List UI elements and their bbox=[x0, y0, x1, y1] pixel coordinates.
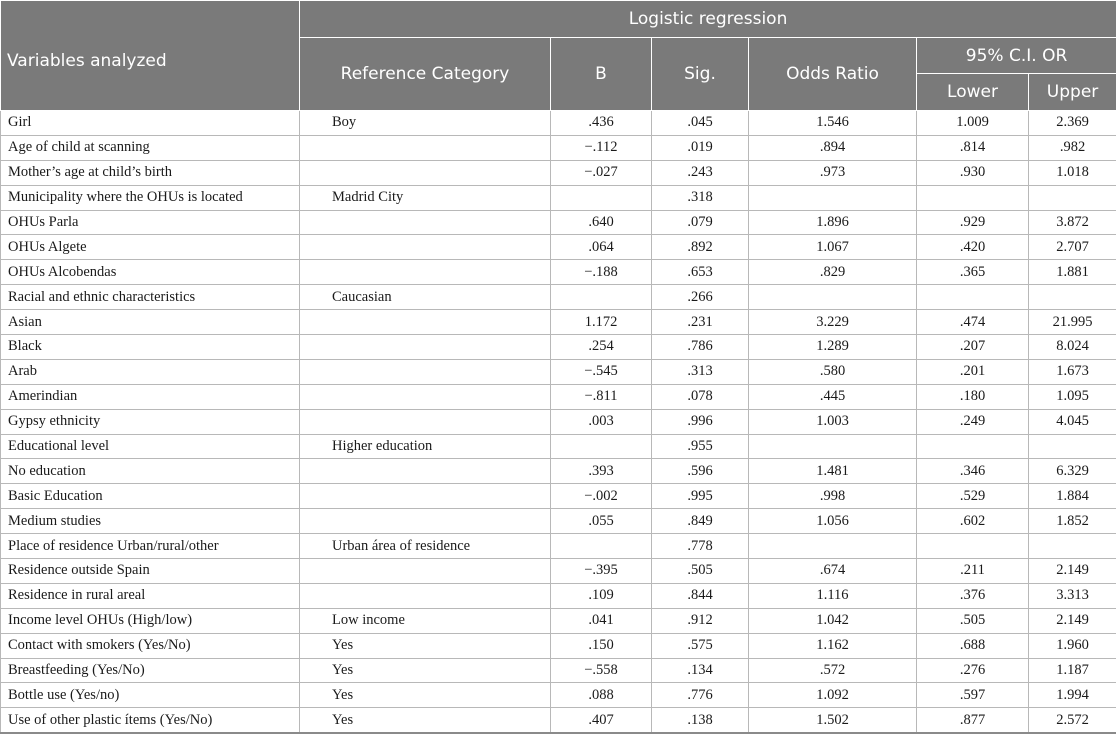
cell-ci-upper: 1.994 bbox=[1029, 683, 1116, 708]
cell-variable: Medium studies bbox=[1, 509, 300, 534]
cell-sig: .653 bbox=[652, 260, 749, 285]
header-b: B bbox=[551, 38, 652, 111]
cell-sig: .786 bbox=[652, 335, 749, 360]
table-row bbox=[1, 310, 1116, 335]
table-row bbox=[1, 608, 1116, 633]
cell-ci-lower: .929 bbox=[917, 210, 1029, 235]
cell-sig: .313 bbox=[652, 359, 749, 384]
cell-ci-upper: 1.018 bbox=[1029, 160, 1116, 185]
cell-odds-ratio: 1.546 bbox=[749, 111, 917, 136]
cell-ci-lower: .211 bbox=[917, 559, 1029, 584]
cell-reference-category: Yes bbox=[300, 683, 551, 708]
cell-b: .393 bbox=[551, 459, 652, 484]
cell-ci-lower bbox=[917, 285, 1029, 310]
cell-ci-upper: 1.095 bbox=[1029, 384, 1116, 409]
table-row bbox=[1, 484, 1116, 509]
cell-reference-category: Yes bbox=[300, 708, 551, 733]
cell-b: −.027 bbox=[551, 160, 652, 185]
cell-reference-category bbox=[300, 459, 551, 484]
cell-ci-upper bbox=[1029, 434, 1116, 459]
cell-sig: .266 bbox=[652, 285, 749, 310]
cell-variable: Use of other plastic ítems (Yes/No) bbox=[1, 708, 300, 733]
cell-reference-category: Higher education bbox=[300, 434, 551, 459]
table-row bbox=[1, 135, 1116, 160]
cell-odds-ratio: .445 bbox=[749, 384, 917, 409]
cell-sig: .078 bbox=[652, 384, 749, 409]
cell-ci-lower: .529 bbox=[917, 484, 1029, 509]
cell-ci-lower: .602 bbox=[917, 509, 1029, 534]
table-row bbox=[1, 459, 1116, 484]
cell-b: .109 bbox=[551, 583, 652, 608]
cell-odds-ratio: 1.067 bbox=[749, 235, 917, 260]
cell-ci-upper: 2.707 bbox=[1029, 235, 1116, 260]
table-row bbox=[1, 434, 1116, 459]
cell-variable: Age of child at scanning bbox=[1, 135, 300, 160]
cell-sig: .138 bbox=[652, 708, 749, 733]
cell-b: −.112 bbox=[551, 135, 652, 160]
cell-b: .088 bbox=[551, 683, 652, 708]
cell-sig: .243 bbox=[652, 160, 749, 185]
cell-b: .254 bbox=[551, 335, 652, 360]
cell-b: .003 bbox=[551, 409, 652, 434]
header-ci-lower: Lower bbox=[917, 74, 1029, 111]
cell-ci-lower: .376 bbox=[917, 583, 1029, 608]
cell-b: .436 bbox=[551, 111, 652, 136]
table-row bbox=[1, 658, 1116, 683]
cell-ci-upper: 21.995 bbox=[1029, 310, 1116, 335]
cell-odds-ratio: 1.162 bbox=[749, 633, 917, 658]
cell-variable: Racial and ethnic characteristics bbox=[1, 285, 300, 310]
cell-odds-ratio: .973 bbox=[749, 160, 917, 185]
cell-ci-lower: .814 bbox=[917, 135, 1029, 160]
cell-odds-ratio bbox=[749, 285, 917, 310]
cell-ci-lower: .201 bbox=[917, 359, 1029, 384]
cell-variable: OHUs Parla bbox=[1, 210, 300, 235]
cell-variable: Municipality where the OHUs is located bbox=[1, 185, 300, 210]
cell-odds-ratio: 1.481 bbox=[749, 459, 917, 484]
table-row bbox=[1, 260, 1116, 285]
cell-sig: .892 bbox=[652, 235, 749, 260]
cell-reference-category bbox=[300, 484, 551, 509]
cell-reference-category: Urban área of residence bbox=[300, 534, 551, 559]
cell-ci-lower bbox=[917, 534, 1029, 559]
header-variables-analyzed: Variables analyzed bbox=[1, 1, 300, 111]
cell-b: −.558 bbox=[551, 658, 652, 683]
cell-variable: Breastfeeding (Yes/No) bbox=[1, 658, 300, 683]
cell-ci-lower bbox=[917, 185, 1029, 210]
cell-variable: No education bbox=[1, 459, 300, 484]
cell-odds-ratio bbox=[749, 185, 917, 210]
cell-odds-ratio: 1.092 bbox=[749, 683, 917, 708]
cell-ci-upper: 3.872 bbox=[1029, 210, 1116, 235]
cell-reference-category bbox=[300, 210, 551, 235]
cell-ci-lower: .207 bbox=[917, 335, 1029, 360]
table-row bbox=[1, 111, 1116, 136]
cell-sig: .505 bbox=[652, 559, 749, 584]
cell-odds-ratio: 1.289 bbox=[749, 335, 917, 360]
cell-variable: Asian bbox=[1, 310, 300, 335]
cell-reference-category bbox=[300, 160, 551, 185]
cell-b: .407 bbox=[551, 708, 652, 733]
cell-ci-lower: .276 bbox=[917, 658, 1029, 683]
table-row bbox=[1, 185, 1116, 210]
cell-ci-upper bbox=[1029, 185, 1116, 210]
cell-odds-ratio bbox=[749, 434, 917, 459]
cell-variable: Gypsy ethnicity bbox=[1, 409, 300, 434]
cell-b bbox=[551, 185, 652, 210]
cell-sig: .849 bbox=[652, 509, 749, 534]
cell-variable: Residence outside Spain bbox=[1, 559, 300, 584]
cell-sig: .045 bbox=[652, 111, 749, 136]
cell-reference-category bbox=[300, 409, 551, 434]
table-row bbox=[1, 235, 1116, 260]
cell-reference-category bbox=[300, 260, 551, 285]
table-row bbox=[1, 509, 1116, 534]
cell-ci-upper: 1.187 bbox=[1029, 658, 1116, 683]
header-logistic-regression: Logistic regression bbox=[300, 1, 1116, 38]
table-row bbox=[1, 633, 1116, 658]
cell-odds-ratio: .894 bbox=[749, 135, 917, 160]
table-row bbox=[1, 335, 1116, 360]
cell-b bbox=[551, 285, 652, 310]
cell-ci-upper: 2.572 bbox=[1029, 708, 1116, 733]
cell-ci-lower: .180 bbox=[917, 384, 1029, 409]
cell-reference-category bbox=[300, 583, 551, 608]
table-row bbox=[1, 708, 1116, 733]
cell-reference-category: Madrid City bbox=[300, 185, 551, 210]
cell-sig: .996 bbox=[652, 409, 749, 434]
cell-odds-ratio: 1.896 bbox=[749, 210, 917, 235]
table-row bbox=[1, 160, 1116, 185]
table-row bbox=[1, 409, 1116, 434]
cell-odds-ratio: 3.229 bbox=[749, 310, 917, 335]
cell-ci-lower: .346 bbox=[917, 459, 1029, 484]
header-reference-category: Reference Category bbox=[300, 38, 551, 111]
cell-variable: Educational level bbox=[1, 434, 300, 459]
cell-odds-ratio: 1.003 bbox=[749, 409, 917, 434]
cell-b: −.811 bbox=[551, 384, 652, 409]
table-row bbox=[1, 583, 1116, 608]
header-odds-ratio: Odds Ratio bbox=[749, 38, 917, 111]
cell-variable: Amerindian bbox=[1, 384, 300, 409]
cell-variable: Place of residence Urban/rural/other bbox=[1, 534, 300, 559]
cell-ci-lower: .249 bbox=[917, 409, 1029, 434]
cell-b: .640 bbox=[551, 210, 652, 235]
cell-ci-lower: .474 bbox=[917, 310, 1029, 335]
table-row bbox=[1, 285, 1116, 310]
cell-reference-category bbox=[300, 359, 551, 384]
table-row bbox=[1, 534, 1116, 559]
cell-variable: Black bbox=[1, 335, 300, 360]
cell-b: −.188 bbox=[551, 260, 652, 285]
cell-b: 1.172 bbox=[551, 310, 652, 335]
cell-sig: .596 bbox=[652, 459, 749, 484]
cell-b: −.002 bbox=[551, 484, 652, 509]
cell-b bbox=[551, 534, 652, 559]
cell-ci-lower bbox=[917, 434, 1029, 459]
header-sig: Sig. bbox=[652, 38, 749, 111]
cell-sig: .575 bbox=[652, 633, 749, 658]
cell-sig: .079 bbox=[652, 210, 749, 235]
cell-variable: Income level OHUs (High/low) bbox=[1, 608, 300, 633]
cell-b: .150 bbox=[551, 633, 652, 658]
cell-reference-category bbox=[300, 335, 551, 360]
cell-ci-lower: .877 bbox=[917, 708, 1029, 733]
cell-sig: .955 bbox=[652, 434, 749, 459]
cell-ci-upper: 8.024 bbox=[1029, 335, 1116, 360]
cell-sig: .776 bbox=[652, 683, 749, 708]
cell-ci-lower: .420 bbox=[917, 235, 1029, 260]
cell-sig: .778 bbox=[652, 534, 749, 559]
cell-b bbox=[551, 434, 652, 459]
cell-variable: Arab bbox=[1, 359, 300, 384]
cell-reference-category bbox=[300, 135, 551, 160]
cell-odds-ratio: .674 bbox=[749, 559, 917, 584]
table-row bbox=[1, 683, 1116, 708]
cell-ci-upper: 1.960 bbox=[1029, 633, 1116, 658]
table-body bbox=[1, 111, 1116, 734]
cell-reference-category bbox=[300, 384, 551, 409]
cell-ci-lower: .688 bbox=[917, 633, 1029, 658]
cell-ci-upper: 6.329 bbox=[1029, 459, 1116, 484]
cell-ci-upper: 4.045 bbox=[1029, 409, 1116, 434]
cell-reference-category: Low income bbox=[300, 608, 551, 633]
cell-ci-upper: 1.852 bbox=[1029, 509, 1116, 534]
cell-variable: OHUs Algete bbox=[1, 235, 300, 260]
cell-ci-upper bbox=[1029, 534, 1116, 559]
cell-reference-category bbox=[300, 235, 551, 260]
cell-odds-ratio: 1.056 bbox=[749, 509, 917, 534]
cell-odds-ratio bbox=[749, 534, 917, 559]
cell-ci-upper: 1.884 bbox=[1029, 484, 1116, 509]
header-ci-upper: Upper bbox=[1029, 74, 1116, 111]
cell-odds-ratio: 1.116 bbox=[749, 583, 917, 608]
cell-variable: Girl bbox=[1, 111, 300, 136]
cell-ci-upper: 3.313 bbox=[1029, 583, 1116, 608]
header-confidence-interval: 95% C.I. OR bbox=[917, 38, 1116, 74]
cell-odds-ratio: .998 bbox=[749, 484, 917, 509]
cell-ci-upper: 2.369 bbox=[1029, 111, 1116, 136]
table-row bbox=[1, 210, 1116, 235]
cell-sig: .019 bbox=[652, 135, 749, 160]
table-header bbox=[1, 1, 1116, 111]
cell-reference-category: Yes bbox=[300, 658, 551, 683]
cell-variable: Residence in rural areal bbox=[1, 583, 300, 608]
cell-reference-category: Boy bbox=[300, 111, 551, 136]
cell-ci-lower: .505 bbox=[917, 608, 1029, 633]
cell-variable: Basic Education bbox=[1, 484, 300, 509]
cell-variable: Contact with smokers (Yes/No) bbox=[1, 633, 300, 658]
cell-ci-lower: .597 bbox=[917, 683, 1029, 708]
cell-reference-category bbox=[300, 509, 551, 534]
cell-ci-upper bbox=[1029, 285, 1116, 310]
cell-sig: .912 bbox=[652, 608, 749, 633]
cell-sig: .134 bbox=[652, 658, 749, 683]
cell-b: −.395 bbox=[551, 559, 652, 584]
cell-reference-category: Yes bbox=[300, 633, 551, 658]
cell-b: −.545 bbox=[551, 359, 652, 384]
cell-odds-ratio: 1.042 bbox=[749, 608, 917, 633]
cell-sig: .318 bbox=[652, 185, 749, 210]
cell-ci-upper: 2.149 bbox=[1029, 608, 1116, 633]
cell-odds-ratio: 1.502 bbox=[749, 708, 917, 733]
cell-ci-upper: 2.149 bbox=[1029, 559, 1116, 584]
cell-ci-upper: 1.881 bbox=[1029, 260, 1116, 285]
cell-b: .055 bbox=[551, 509, 652, 534]
table-row bbox=[1, 359, 1116, 384]
cell-odds-ratio: .580 bbox=[749, 359, 917, 384]
cell-ci-upper: .982 bbox=[1029, 135, 1116, 160]
cell-ci-lower: .930 bbox=[917, 160, 1029, 185]
cell-b: .064 bbox=[551, 235, 652, 260]
cell-variable: OHUs Alcobendas bbox=[1, 260, 300, 285]
cell-odds-ratio: .829 bbox=[749, 260, 917, 285]
cell-variable: Bottle use (Yes/no) bbox=[1, 683, 300, 708]
cell-ci-lower: 1.009 bbox=[917, 111, 1029, 136]
cell-ci-lower: .365 bbox=[917, 260, 1029, 285]
cell-sig: .844 bbox=[652, 583, 749, 608]
cell-ci-upper: 1.673 bbox=[1029, 359, 1116, 384]
table-row bbox=[1, 384, 1116, 409]
cell-reference-category bbox=[300, 310, 551, 335]
cell-variable: Mother’s age at child’s birth bbox=[1, 160, 300, 185]
table-row bbox=[1, 559, 1116, 584]
cell-sig: .995 bbox=[652, 484, 749, 509]
cell-reference-category: Caucasian bbox=[300, 285, 551, 310]
cell-odds-ratio: .572 bbox=[749, 658, 917, 683]
cell-sig: .231 bbox=[652, 310, 749, 335]
cell-reference-category bbox=[300, 559, 551, 584]
cell-b: .041 bbox=[551, 608, 652, 633]
